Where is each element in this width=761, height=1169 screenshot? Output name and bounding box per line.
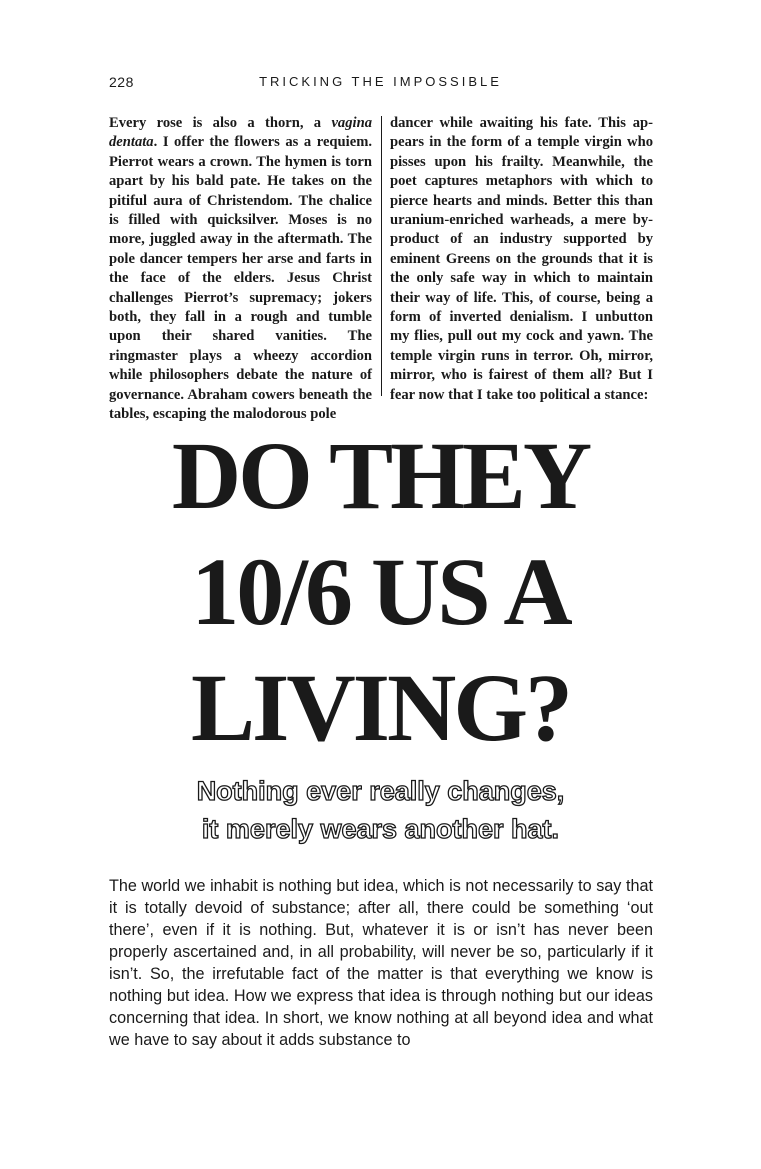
page-number: 228 [109,74,134,90]
tagline [0,772,761,848]
headline-line-1: DO THEY [171,422,590,529]
running-head: TRICKING THE IMPOSSIBLE [259,74,502,89]
left-column [109,114,372,425]
tagline-line-1: Nothing ever really changes, [196,776,565,806]
headline-line-3: LIVING? [190,654,571,761]
headline [0,418,761,766]
body-text [109,875,653,1051]
left-column-italic-text: vagina dentata [109,115,372,151]
headline-line-2: 10/6 US A [191,538,570,645]
column-divider [381,116,382,396]
tagline-line-2: it merely wears another hat. [201,814,560,844]
body-paragraph: The world we inhabit is nothing but idea, which is not necessarily to say that it is totally devoid of substance; after all, there could be something ‘out there’, even if it is nothing. But, whatever it is or isn’t has never been properly ascertained and, in all probability, will never be so, particularly if it isn’t. So, the irrefutable fact of the matter is that everything we know is nothing but idea. How we express that idea is through nothing but our ideas concerning that idea. In short, we know nothing at all beyond idea and what we have to say about it adds substance to [109,877,653,1049]
left-column-text-start: Every rose is also a thorn, a [109,115,332,131]
left-column-text-rest: . I offer the flowers as a requiem. Pierrot wears a crown. The hymen is torn apart by his bald pate. He takes on the pitiful aura of Christendom. The chalice is filled with quicksilver. Moses is no more, juggled away in the aftermath. The pole dancer tempers her arse and farts in the face of the elders. Jesus Christ challenges Pierrot’s supremacy; jokers both, they fall in a rough and tumble upon their shared vanities. The ringmaster plays a wheezy accordion while philosophers debate the nature of governance. Abraham cowers beneath the tables, escaping the malodorous pole [109,134,372,423]
right-column-text: dancer while awaiting his fate. This appears in the form of a temple virgin who pisses upon his frailty. Meanwhile, the poet captures metaphors with which to pierce hearts and minds. Better this than uranium-enriched warheads, a mere by-product of an industry supported by eminent Greens on the grounds that it is the only safe way in which to maintain their way of life. This, of course, being a form of inverted denialism. I unbutton my flies, pull out my cock and yawn. The temple virgin runs in terror. Oh, mirror, mirror, who is fairest of them all? But I fear now that I take too political a stance: [390,115,653,403]
right-column [390,114,653,405]
